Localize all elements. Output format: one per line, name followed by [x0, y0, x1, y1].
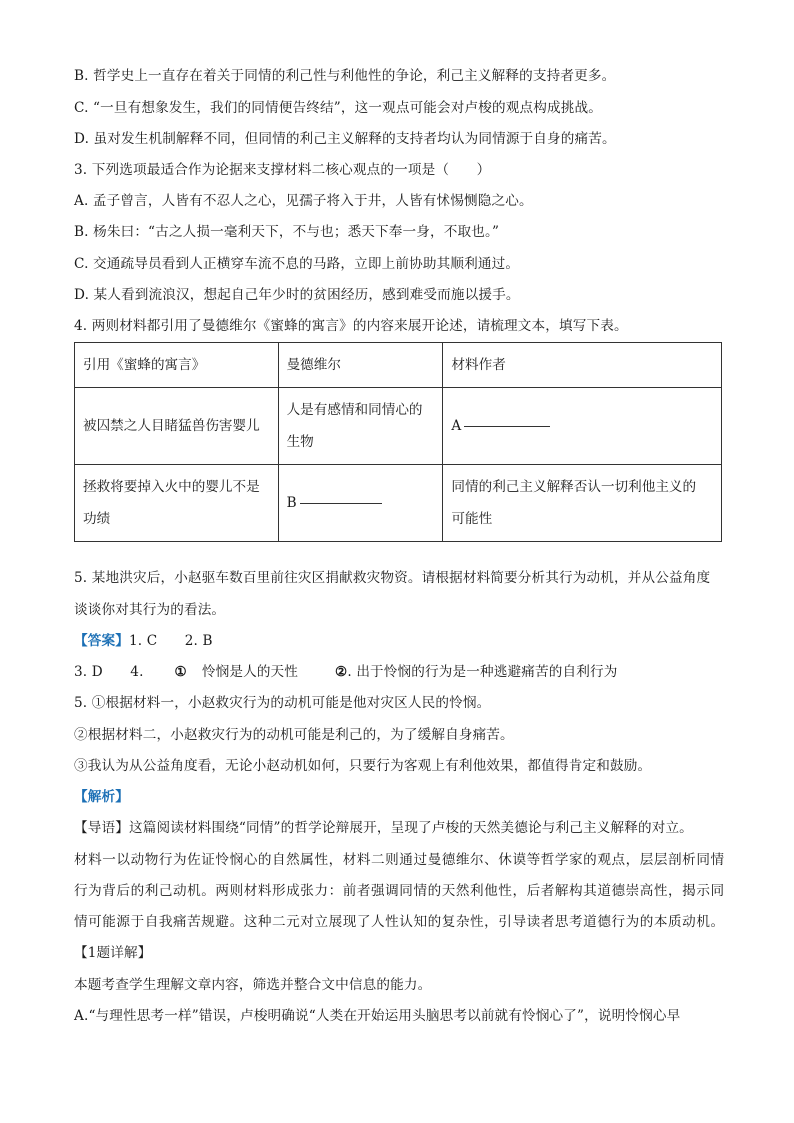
answer-text: 3. D 4.: [74, 664, 144, 680]
detail-line-2: A.“与理性思考一样”错误，卢梭明确说“人类在开始运用头脑思考以前就有怜悯心了”，说明怜悯心早: [74, 1008, 681, 1024]
analysis-label: 【解析】: [74, 789, 129, 805]
answer-item-1: 怜悯是人的天性: [201, 664, 299, 680]
answer-line-1: [74, 631, 213, 651]
detail-line-1: 本题考查学生理解文章内容，筛选并整合文中信息的能力。: [74, 977, 432, 993]
table-header-cell: 引用《蜜蜂的寓言》: [75, 343, 279, 388]
table-cell: [278, 465, 443, 542]
answer-blank-b: [300, 503, 382, 504]
question-3-option-a: A. 孟子曾言，人皆有不忍人之心，见孺子将入于井，人皆有怵惕恻隐之心。: [74, 193, 533, 209]
table-header-cell: 曼德维尔: [278, 343, 443, 388]
question-5-line-1: 5. 某地洪灾后，小赵驱车数百里前往灾区捐献救灾物资。请根据材料简要分析其行为动机，并从公益角度: [74, 570, 711, 586]
question-3-option-b: B. 杨朱曰：“古之人损一毫利天下，不与也；悉天下奉一身，不取也。”: [74, 224, 500, 240]
comparison-table: [74, 342, 722, 542]
answer-text: 1. C 2. B: [128, 633, 213, 649]
question-3-stem: 3. 下列选项最适合作为论据来支撑材料二核心观点的一项是（ ）: [74, 162, 491, 178]
analysis-label-line: [74, 787, 129, 807]
table-row: [75, 388, 722, 465]
item-number: ①: [174, 664, 187, 680]
cell-line: 人是有感情和同情心的: [286, 402, 423, 418]
table-cell: 被囚禁之人目睹猛兽伤害婴儿: [75, 388, 279, 465]
item-number: ②: [335, 664, 348, 680]
question-5-line-2: 谈谈你对其行为的看法。: [74, 602, 226, 618]
table-header-cell: 材料作者: [443, 343, 722, 388]
guide-line-1: [74, 818, 693, 838]
answer-5-line-2: ②根据材料二，小赵救灾行为的动机可能是利己的，为了缓解自身痛苦。: [74, 727, 514, 743]
table-cell: [278, 388, 443, 465]
answer-line-2: [74, 662, 617, 682]
question-4-stem: 4. 两则材料都引用了曼德维尔《蜜蜂的寓言》的内容来展开论述，请梳理文本，填写下表。: [74, 318, 628, 334]
guide-text: 这篇阅读材料围绕“同情”的哲学论辩展开，呈现了卢梭的天然美德论与利己主义解释的对立。: [128, 820, 693, 836]
table-row: [75, 465, 722, 542]
cell-line: 可能性: [451, 511, 493, 527]
cell-line: 拯救将要掉入火中的婴儿不是: [83, 479, 260, 495]
blank-label-a: A: [451, 418, 462, 434]
table-header-row: [75, 343, 722, 388]
answer-blank-a: [464, 426, 550, 427]
cell-line: 功绩: [83, 511, 111, 527]
answer-label: 【答案】: [74, 633, 129, 649]
detail-label: 【1题详解】: [74, 945, 152, 961]
table-cell: [75, 465, 279, 542]
cell-line: 同情的利己主义解释否认一切利他主义的: [451, 479, 697, 495]
guide-line-3: 行为背后的利己动机。两则材料形成张力：前者强调同情的天然利他性，后者解构其道德崇高性，揭示同: [74, 883, 725, 899]
blank-label-b: B: [286, 495, 297, 511]
guide-line-4: 情可能源于自我痛苦规避。这种二元对立展现了人性认知的复杂性，引导读者思考道德行为的本质动机。: [74, 914, 725, 930]
answer-5-line-1: 5. ①根据材料一，小赵救灾行为的动机可能是他对灾区人民的怜悯。: [74, 695, 491, 711]
table-cell: [443, 465, 722, 542]
answer-5-line-3: ③我认为从公益角度看，无论小赵动机如何，只要行为客观上有利他效果，都值得肯定和鼓励。: [74, 758, 652, 774]
guide-line-2: 材料一以动物行为佐证怜悯心的自然属性，材料二则通过曼德维尔、休谟等哲学家的观点，层层剖析同情: [74, 852, 725, 868]
cell-line: 生物: [286, 434, 314, 450]
question-3-option-d: D. 某人看到流浪汉，想起自己年少时的贫困经历，感到难受而施以援手。: [74, 287, 520, 303]
option-b-text: B. 哲学史上一直存在着关于同情的利己性与利他性的争论，利己主义解释的支持者更多。: [74, 68, 616, 84]
option-c-text: C. “一旦有想象发生，我们的同情便告终结”，这一观点可能会对卢梭的观点构成挑战。: [74, 100, 602, 116]
question-3-option-c: C. 交通疏导员看到人正横穿车流不息的马路，立即上前协助其顺利通过。: [74, 256, 520, 272]
table-cell: [443, 388, 722, 465]
guide-label: 【导语】: [74, 820, 129, 836]
answer-item-2: . 出于怜悯的行为是一种逃避痛苦的自利行为: [347, 664, 618, 680]
option-d-text: D. 虽对发生机制解释不同，但同情的利己主义解释的支持者均认为同情源于自身的痛苦。: [74, 131, 616, 147]
